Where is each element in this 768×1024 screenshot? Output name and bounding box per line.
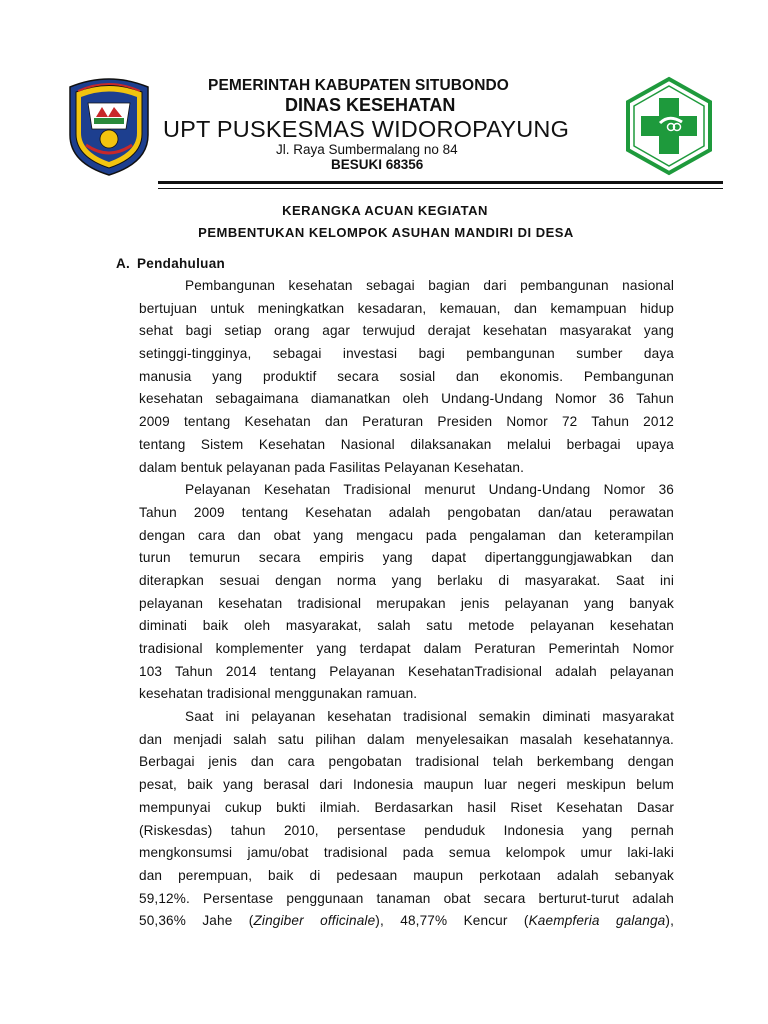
text-line: dan menjadi salah satu pilihan dalam menyelesaikan masalah kesehatannya. bbox=[139, 731, 674, 747]
text-line: 2009 tentang Kesehatan dan Peraturan Presiden Nomor 72 Tahun 2012 bbox=[139, 414, 674, 430]
address-city: BESUKI 68356 bbox=[331, 157, 424, 172]
text-line: 59,12%. Persentase penggunaan tanaman obat secara berturut-turut adalah bbox=[139, 890, 674, 906]
species-name-kencur: Kaempferia galanga bbox=[528, 913, 666, 929]
text-line: diterapkan sesuai dengan norma yang berlaku di masyarakat. Saat ini bbox=[139, 572, 674, 588]
institution-heading: UPT PUSKESMAS WIDOROPAYUNG bbox=[163, 116, 570, 142]
text-line: tentang Sistem Kesehatan Nasional dilaksanakan melalui berbagai upaya bbox=[139, 436, 674, 452]
section-heading bbox=[116, 256, 225, 271]
species-name-ginger: Zingiber officinale bbox=[253, 913, 376, 929]
letterhead-divider-thin bbox=[158, 188, 723, 189]
body-text bbox=[139, 275, 674, 933]
text-segment: 50,36% Jahe ( bbox=[139, 913, 254, 929]
text-line: manusia yang produktif secara sosial dan ekonomis. Pembangunan bbox=[139, 368, 674, 384]
letterhead-divider-thick bbox=[158, 181, 723, 184]
text-line: 103 Tahun 2014 tentang Pelayanan KesehatanTradisional adalah pelayanan bbox=[139, 663, 674, 679]
section-letter: A. bbox=[116, 256, 131, 271]
text-line: Tahun 2009 tentang Kesehatan adalah pengobatan dan/atau perawatan bbox=[139, 504, 674, 520]
text-line: tradisional komplementer yang terdapat dalam Peraturan Pemerintah Nomor bbox=[139, 641, 674, 656]
text-line: setinggi-tingginya, sebagai investasi bagi pembangunan sumber daya bbox=[139, 346, 674, 362]
text-line: sehat bagi setiap orang agar terwujud derajat kesehatan masyarakat yang bbox=[139, 323, 674, 339]
text-line-with-species bbox=[139, 910, 674, 933]
text-line: dan perempuan, baik di pedesaan maupun perkotaan adalah sebanyak bbox=[139, 867, 674, 883]
puskesmas-cross-logo-icon bbox=[624, 76, 714, 176]
text-line: Berbagai jenis dan cara pengobatan tradisional telah berkembang dengan bbox=[139, 754, 674, 770]
text-line: mengkonsumsi jamu/obat tradisional pada semua kelompok umur laki-laki bbox=[139, 845, 674, 861]
text-line: kesehatan tradisional menggunakan ramuan. bbox=[139, 686, 418, 702]
text-line: dalam bentuk pelayanan pada Fasilitas Pelayanan Kesehatan. bbox=[139, 459, 525, 475]
text-line: Pelayanan Kesehatan Tradisional menurut Undang-Undang Nomor 36 bbox=[185, 482, 674, 498]
document-subtitle: PEMBENTUKAN KELOMPOK ASUHAN MANDIRI DI DESA bbox=[198, 225, 574, 240]
document-title: KERANGKA ACUAN KEGIATAN bbox=[282, 203, 488, 218]
address-street: Jl. Raya Sumbermalang no 84 bbox=[276, 142, 458, 157]
situbondo-emblem-icon bbox=[66, 73, 152, 177]
text-line: kesehatan sebagaimana diamanatkan oleh Undang-Undang Nomor 36 Tahun bbox=[139, 391, 674, 407]
department-heading: DINAS KESEHATAN bbox=[285, 95, 456, 115]
text-line: diminati baik oleh masyarakat, salah satu metode pelayanan kesehatan bbox=[139, 618, 674, 634]
text-line: bertujuan untuk meningkatkan kesadaran, kemauan, dan kemampuan hidup bbox=[139, 300, 674, 316]
text-line: (Riskesdas) tahun 2010, persentase penduduk Indonesia yang pernah bbox=[139, 822, 674, 838]
text-line: Saat ini pelayanan kesehatan tradisional semakin diminati masyarakat bbox=[185, 709, 674, 725]
text-segment: ), 48,77% Kencur ( bbox=[375, 913, 529, 929]
text-line: turun temurun secara empiris yang dapat dipertanggungjawabkan dan bbox=[139, 550, 674, 566]
text-line: Pembangunan kesehatan sebagai bagian dari pembangunan nasional bbox=[185, 278, 674, 293]
text-segment: ), bbox=[665, 913, 674, 929]
text-line: dengan cara dan obat yang mengacu pada pengalaman dan keterampilan bbox=[139, 527, 674, 543]
text-line: pesat, baik yang berasal dari Indonesia maupun luar negeri meskipun belum bbox=[139, 777, 674, 793]
text-line: pelayanan kesehatan tradisional merupakan jenis pelayanan yang banyak bbox=[139, 595, 674, 611]
text-line: mempunyai cukup bukti ilmiah. Berdasarkan hasil Riset Kesehatan Dasar bbox=[139, 799, 674, 815]
section-title: Pendahuluan bbox=[137, 256, 226, 271]
government-heading: PEMERINTAH KABUPATEN SITUBONDO bbox=[208, 77, 509, 94]
